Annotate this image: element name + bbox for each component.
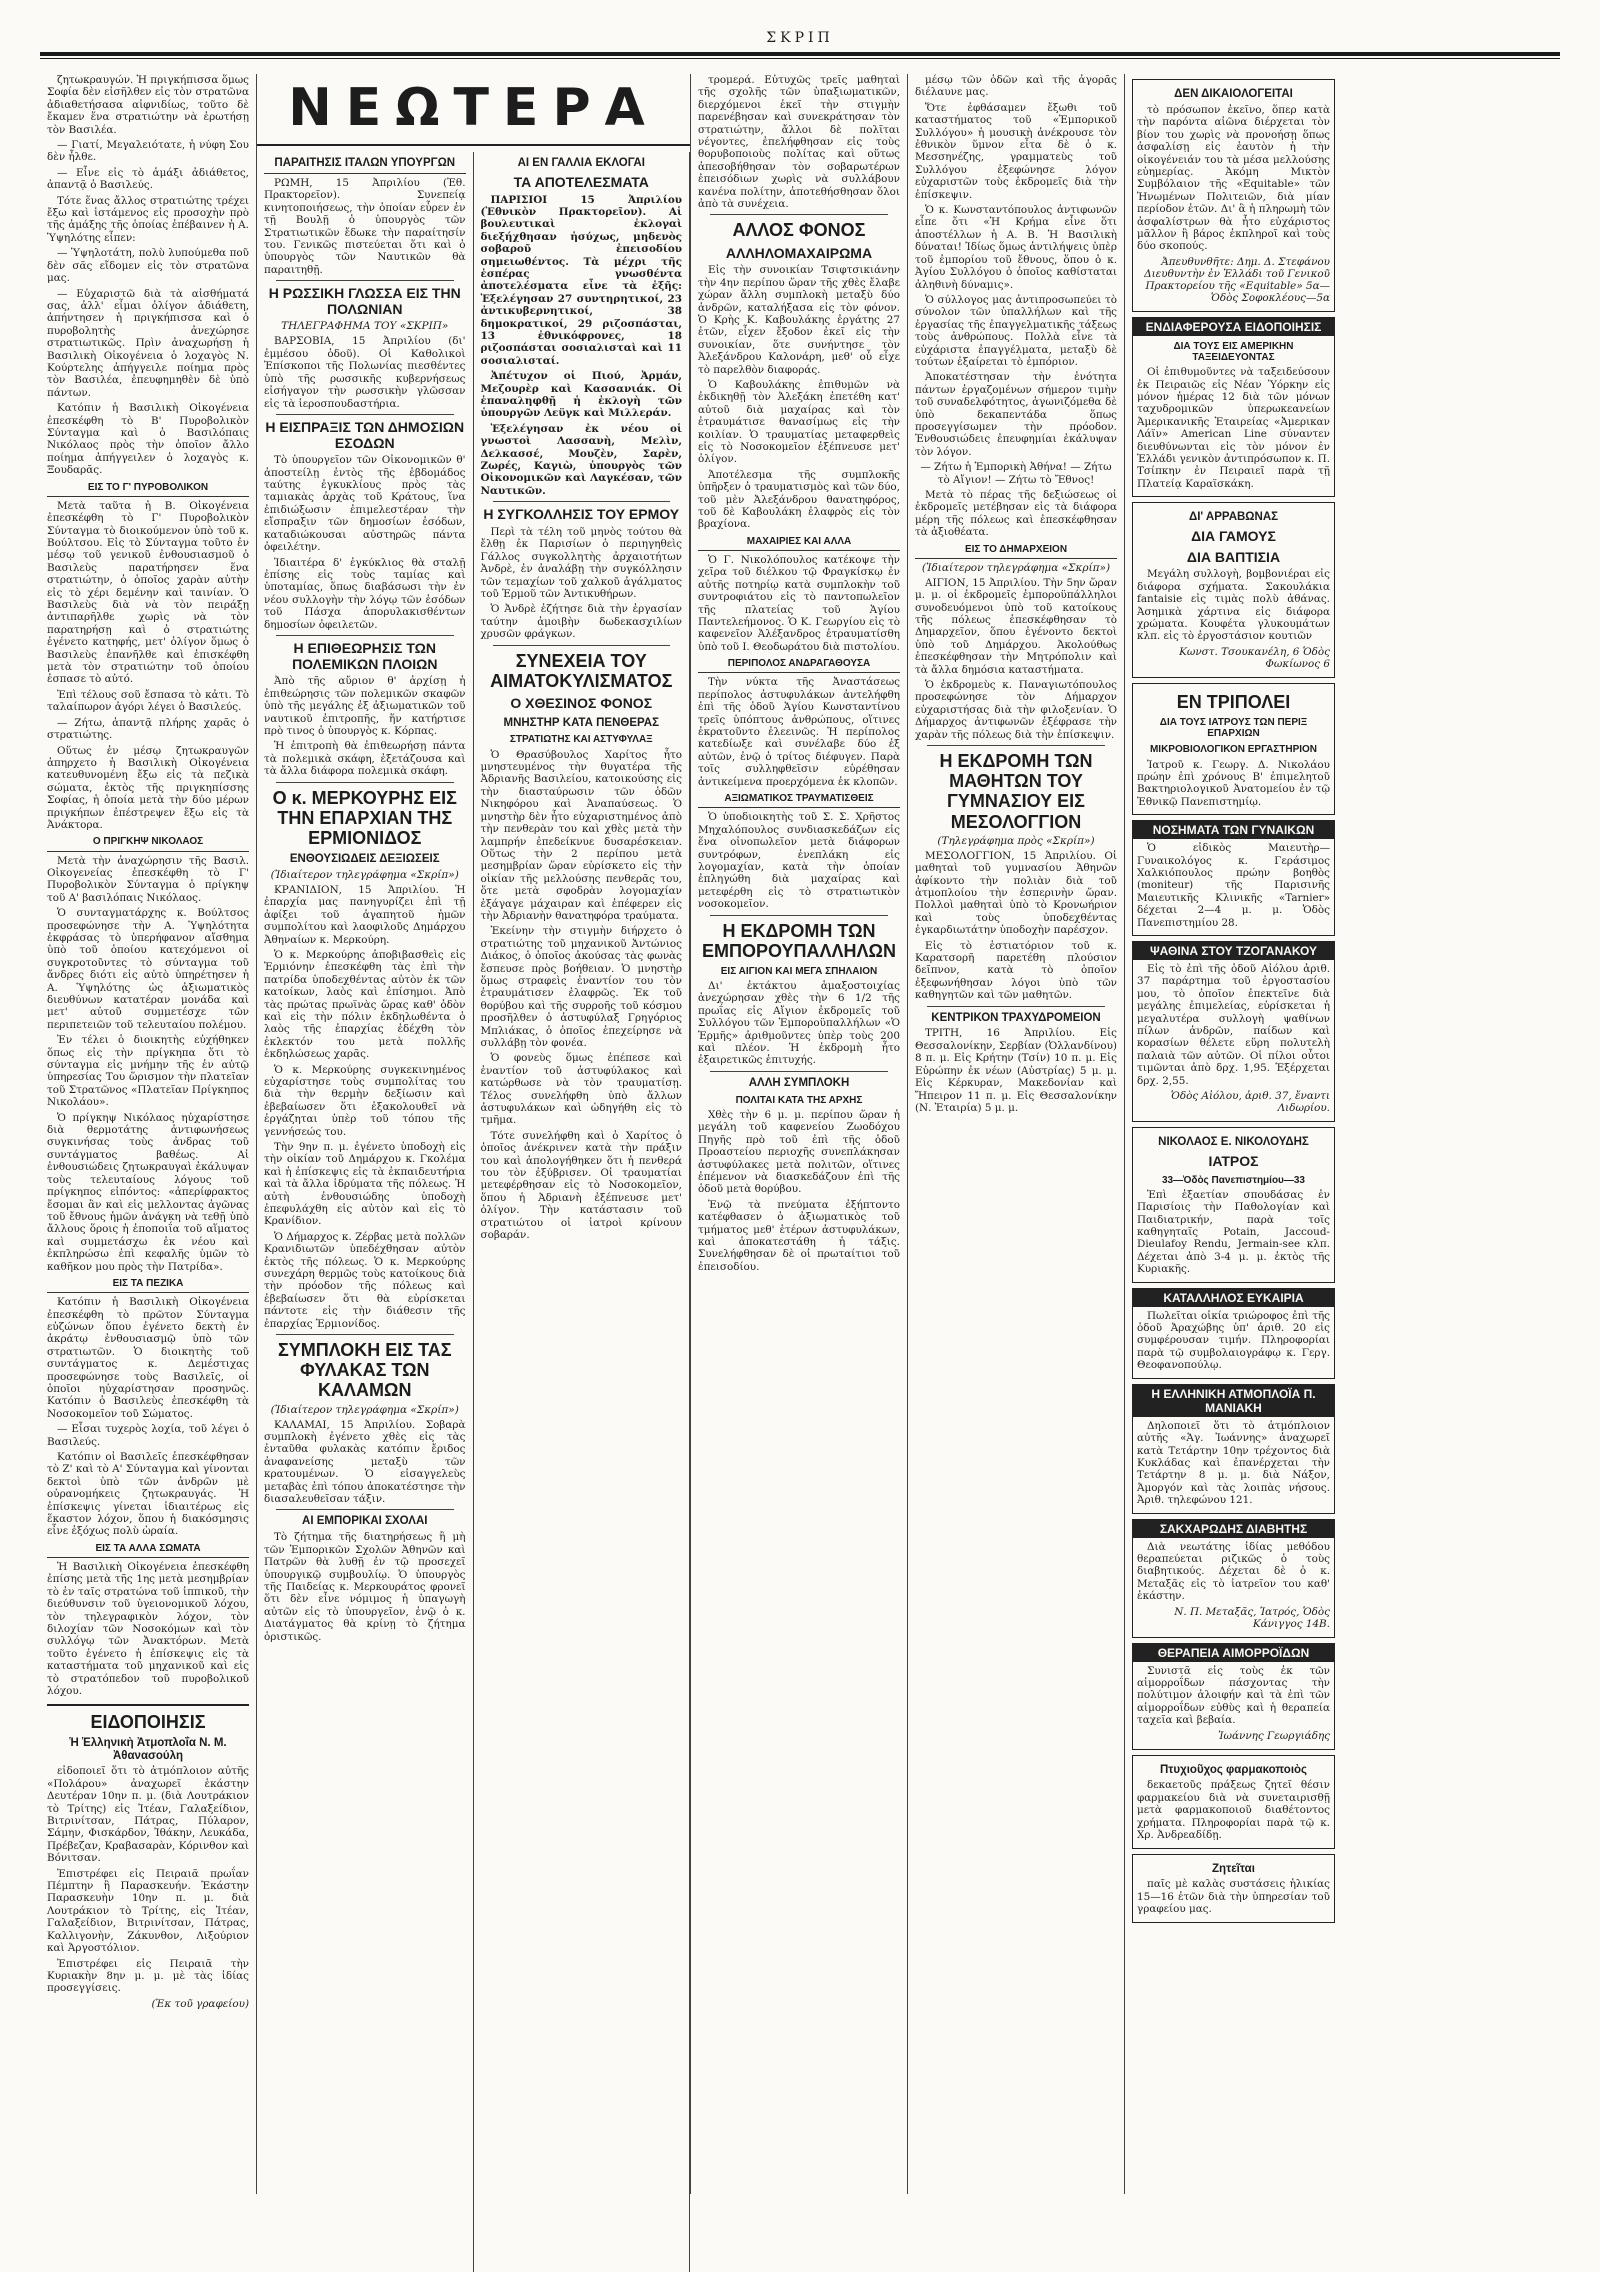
section-heading: ΜΑΧΑΙΡΙΕΣ ΚΑΙ ΑΛΛΑ	[698, 536, 900, 551]
paragraph: Κατόπιν οἱ Βασιλεῖς ἐπεσκέφθησαν τὸ Ζ' καὶ τὸ Α' Σύνταγμα καὶ γίνονται δεκτοὶ ὑπὸ τῶν ἀνδρῶν μὲ οὐρανομήκεις ζητωκραυγάς. Ἡ ἐπίσκεψις γίνεται ἰδιαιτέρως εἰς ἕκαστον λόχον, ὅπου ἡ διακόσμησις εἶνε ἐξόχως πολὺ ὡραία.	[47, 1451, 249, 1538]
paragraph: Οὕτως ἐν μέσῳ ζητωκραυγῶν ἀπηρχετο ἡ Βασιλικὴ Οἰκογένεια κατευθυνομένη ἔξω εἰς τὰ πεζικὰ σώματα, ἐκτὸς τῆς πριγκηπίσσης Σοφίας, ἡ ὁποία μετὰ τὴν δύο μέρων πριγκήπων ἐπέστρεψεν ἔξω εἰς τὰ Ἀνάκτορα.	[47, 744, 249, 831]
subheadline: ΕΝΘΟΥΣΙΩΔΕΙΣ ΔΕΞΙΩΣΕΙΣ	[289, 853, 440, 865]
headline: ΑΛΛΗ ΣΥΜΠΛΟΚΗ	[748, 1076, 850, 1089]
paragraph: Τὴν νύκτα τῆς Ἀναστάσεως περίπολος ἀστυφυλάκων ἀντελήφθη ἐπὶ τῆς ὁδοῦ Ἁγίου Κωνσταντίνου τρεῖς ὑπόπτους ἀνθρώπους, οἵτινες ἐκρατοῦντο ἐλεεινῶς. Ἡ περίπολος κατεδίωξε καὶ συνέλαβε δύο ἐξ αὐτῶν, ἐνῷ ὁ τρίτος διέφυγεν. Παρὰ τοῖς συλληφθεῖσιν εὑρέθησαν ἀντικείμενα προερχόμενα ἐκ κλοπῶν.	[698, 676, 900, 788]
section-heading: ΑΞΙΩΜΑΤΙΚΟΣ ΤΡΑΥΜΑΤΙΣΘΕΙΣ	[698, 793, 900, 808]
section-heading: ΕΙΣ ΤΑ ΠΕΖΙΚΑ	[47, 1278, 249, 1293]
ad-opportunity	[1132, 1288, 1335, 1379]
ad-heading: ΝΟΣΗΜΑΤΑ ΤΩΝ ΓΥΝΑΙΚΩΝ	[1133, 821, 1334, 839]
divider	[276, 782, 454, 783]
ad-signature: Ἰωάννης Γεωργιάδης	[1218, 1729, 1330, 1742]
ad-heading: ΣΑΚΧΑΡΩΔΗΣ ΔΙΑΒΗΤΗΣ	[1133, 1520, 1334, 1538]
ad-equitable	[1132, 79, 1335, 312]
divider	[276, 1334, 454, 1335]
headline: Ο κ. ΜΕΡΚΟΥΡΗΣ ΕΙΣ ΤΗΝ ΕΠΑΡΧΙΑΝ ΤΗΣ ΕΡΜΙΟΝΙΔΟΣ	[272, 787, 457, 848]
paragraph: ΚΡΑΝΙΔΙΟΝ, 15 Ἀπριλίου. Ἡ ἐπαρχία μας πανηγυρίζει ἐπὶ τῇ ἀφίξει τοῦ ἀγαπητοῦ ἡμῶν συμπολίτου καὶ λαοφιλοῦς Δημάρχου Ἀθηναίων κ. Μερκούρη.	[264, 883, 466, 946]
paragraph: Ἐπὶ τέλους σοῦ ἔσπασα τὸ κἀτι. Τὸ ταλαίπωρον ἀγόρι λέγει ὁ Βασιλεύς.	[47, 688, 249, 714]
ad-text: Μεγάλη συλλογὴ, βομβονιέραι εἰς διάφορα σχήματα. Σακουλάκια fantaisie εἰς τιμὰς πολὺ ἀθάνας. Ἀσημικὰ χάρτινα εἰς διάφορα χρώματα. Κουφέτα γλυκουμάτων κλπ. εἰς τὸ ἐργοστάσιον κουτιῶν	[1137, 568, 1330, 643]
paragraph: — Εἶσαι τυχερὸς λοχία, τοῦ λέγει ὁ Βασιλεύς.	[47, 1423, 249, 1448]
ad-text: δεκαετοῦς πράξεως ζητεῖ θέσιν φαρμακείου διὰ νὰ συνεταιρισθῇ μετὰ φαρμακοποιοῦ διαθέτοντος χρήματα. Πληροφορίαι παρὰ τῷ κ. Χρ. Ἀνδρεαδίδῃ.	[1137, 1779, 1330, 1842]
ad-text: Πωλεῖται οἰκία τριώροφος ἐπὶ τῆς ὁδοῦ Ἀραχώβης ὑπ' ἀριθ. 20 εἰς συμφέρουσαν τιμήν. Πληροφορίαι παρὰ τῷ συμβολαιογράφῳ κ. Γεργ. Θεοφανοπούλῳ.	[1137, 1309, 1330, 1372]
ad-signature: Ἀπευθυνθῆτε: Δημ. Δ. Στεφάνου Διευθυντὴν ἐν Ἑλλάδι τοῦ Γενικοῦ Πρακτορείου τῆς «Equitable» 5α—Ὁδὸς Σοφοκλέους—5α	[1144, 255, 1330, 304]
paragraph: Ὁ Καβουλάκης ἐπιθυμῶν νὰ ἐκδικηθῇ τὸν Ἀλεξάκη ἐπετέθη κατ' αὐτοῦ διὰ μαχαίρας καὶ τὸν ἐτραυμάτισε θανασίμως εἰς τὴν κοιλίαν. Ὁ τραυματίας μεταφερθεὶς εἰς τὸ Νοσοκομεῖον ἐξέπνευσε μετ' ὀλίγον.	[698, 378, 900, 466]
paragraph: Τὸ ζήτημα τῆς διατηρήσεως ἢ μὴ τῶν Ἐμπορικῶν Σχολῶν Ἀθηνῶν καὶ Πατρῶν θὰ λυθῇ ἐν τῷ προσεχεῖ ὑπουργικῷ συμβουλίῳ. Ὁ ὑπουργὸς τῆς Παιδείας κ. Μερκουράτος φρονεῖ ὅτι δὲν εἶνε νόμιμος ἡ ὑπαγωγὴ αὐτῶν εἰς τὸ ὑπουργεῖον, ἐνῷ ὁ κ. Διατάγματος θὰ κρίνῃ τὸ ζήτημα ὁριστικῶς.	[264, 1531, 466, 1643]
paragraph: — Ζήτω, ἀπαντᾷ πλήρης χαρᾶς ὁ στρατιώτης.	[47, 716, 249, 742]
paragraph: Τότε συνελήφθη καὶ ὁ Χαρίτος ὁ ὁποῖος ἀνέκρινεν κατὰ τὴν πράξιν του καὶ ἀπολογήθηκεν ὅτι ἡ πενθερά του τὸν ἐξύβρισεν. Οἱ τραυματίαι μετεφέρθησαν εἰς τὸ Νοσοκομεῖον, ὅπου ἡ Ἀδριανὴ ἐξέπνευσε μετ' ὀλίγον. Τὴν κατάστασιν τοῦ στρατιώτου οἱ ἰατροὶ κρίνουν σοβαράν.	[480, 1129, 682, 1242]
paragraph: Ἐξελέγησαν ἐκ νέου οἱ γνωστοὶ Λασσανὴ, Μελὶν, Δελκασσέ, Μουζὲν, Σαρὲν, Ζωρές, Καγιὼ, ὑπουργὸς τῶν Οἰκονομικῶν καὶ Λαγκέσαν, τῶν Ναυτικῶν.	[480, 422, 682, 497]
ad-gynecology	[1132, 820, 1335, 936]
divider	[927, 745, 1105, 746]
ad-text: Ὁ εἰδικὸς Μαιευτὴρ—Γυναικολόγος κ. Γεράσιμος Χαλκιόπουλος πρώην βοηθὸς (moniteur) τῆς Παρισινῆς Μαιευτικῆς Κλινικῆς «Tarnier» δέχεται 2—4 μ. μ. Ὁδὸς Πανεπιστημίου 28.	[1137, 842, 1330, 929]
paragraph: Ὁ πρίγκηψ Νικόλαος ηὐχαρίστησε διὰ θερμοτάτης ἀντιφωνήσεως συγκινήσας τοὺς ἀνδρας τοῦ συντάγματος βαθέως. Αἱ ἐνθουσιώδεις ζητωκραυγαὶ ἐκάλυψαν τοὺς τελευταίους λόγους τοῦ πρίγκηπος εἰπόντος: «ἀπερίφρακτος ἔσομαι ἂν καὶ εἰς μελλοντας ἀγῶνας τοῦ ἔθνους ἡμῶν ἀνάγκη νὰ τεθῇ ὑπὸ ἄλλους ὅροις ἡ ἐποποιΐα τοῦ αἵματος καὶ συμμετάσχω ἐκ νέου καὶ ἐκπληρώσω ἐπὶ κεφαλῆς ὑμῶν τὸ καθῆκον μου πρὸς τὴν Πατρίδα».	[47, 1111, 249, 1273]
ad-signature: Ν. Π. Μεταξᾶς, Ἰατρός, Ὁδὸς Κάνιγγος 14Β.	[1174, 1605, 1330, 1630]
subheadline: ΣΤΡΑΤΙΩΤΗΣ ΚΑΙ ΑΣΤΥΦΥΛΑΞ	[509, 734, 653, 746]
section-heading: ΠΕΡΙΠΟΛΟΣ ΑΝΔΡΑΓΑΘΟΥΣΑ	[698, 658, 900, 673]
paragraph: Εἰς τὸ ἑστιατόριον τοῦ κ. Καρατσορῆ παρετέθη πλούσιον δεῖπνον, κατὰ τὸ ὁποῖον ἐξεφωνήθησαν λόγοι ὑπὸ τῶν καθηγητῶν καὶ τῶν μαθητῶν.	[915, 939, 1117, 1002]
paragraph: μέσῳ τῶν ὁδῶν καὶ τῆς ἀγορᾶς διέλαυνε μας.	[915, 74, 1117, 99]
divider	[276, 635, 454, 636]
ad-heading: ΝΙΚΟΛΑΟΣ Ε. ΝΙΚΟΛΟΥΔΗΣ	[1158, 1136, 1309, 1149]
telegram-note: (Ἰδιαίτερον τηλεγράφημα «Σκρίπ»)	[921, 561, 1111, 574]
ad-pharmacist	[1132, 1755, 1335, 1849]
ad-text: Συνιστᾶ εἰς τοὺς ἐκ τῶν αἱμορροΐδων πάσχοντας τὴν πολύτιμον ἀλοιφήν καὶ τὰ ἐπὶ τῶν αἱμορροΐδων εὐθὺς καὶ ἡ θεραπεία ταχεῖα καὶ βεβαία.	[1137, 1664, 1330, 1727]
ad-subheading: ΔΙΑ ΒΑΠΤΙΣΙΑ	[1186, 548, 1281, 565]
ad-straw-hats	[1132, 941, 1335, 1122]
newspaper-page	[40, 74, 1560, 2194]
paragraph: Περὶ τὰ τέλη τοῦ μηνὸς τούτου θὰ ἔλθῃ ἐκ Παρισίων ὁ περιηγηθεὶς Γάλλος συγκολλητὴς ἀρχαιοτήτων Ἀνδρὲ, ἐν ἀναλάβῃ τὴν συγκόλλησιν τῶν τεμαχίων τοῦ χαλκοῦ ἀγάλματος τοῦ Ἑρμοῦ τῶν Ἀντικυθήρων.	[480, 525, 682, 600]
ad-subheading: ΔΙΑ ΤΟΥΣ ΙΑΤΡΟΥΣ ΤΩΝ ΠΕΡΙΞ ΕΠΑΡΧΙΩΝ	[1159, 717, 1308, 740]
paragraph: Ἐνῷ τὰ πνεύματα ἐξήπτοντο κατέφθασεν ὁ ἀξιωματικὸς τοῦ τμήματος μεθ' ἑτέρων ἀστυφυλάκων, καὶ ἀποκατεστάθη ἡ τάξις. Συνελήφθησαν δὲ οἱ πρωταίτιοι τοῦ ἐπεισοδίου.	[698, 1198, 900, 1273]
paragraph: Εἰς τὴν συνοικίαν Τσιφτσικιάνην τὴν 4ην περίπου ὥραν τῆς χθὲς ἔλαβε χώραν ἄλλη συμπλοκὴ μεταξὺ δύο ἀνδρῶν, καταλήξασα εἰς τὸν φόνον. Ὁ Κρὴς Κ. Καβουλάκης ἐργάτης 27 ἐτῶν, εἶχεν ἔξοδον ἐκεῖ εἰς τὴν συνοικίαν, ὅτε συνήντησε τὸν Ἀλεξάνδρου Καλονάρη, μεθ' οὗ εἶχε τὸ παρελθὸν διαφοράς.	[698, 264, 900, 376]
telegram-note: (Ἰδιαίτερον τηλεγράφημα «Σκρίπ»)	[270, 868, 459, 881]
section-heading: Ο ΠΡΙΓΚΗΨ ΝΙΚΟΛΑΟΣ	[47, 836, 249, 851]
subheadline: Ο ΧΘΕΣΙΝΟΣ ΦΟΝΟΣ	[510, 694, 653, 711]
headline: Η ΕΙΣΠΡΑΞΙΣ ΤΩΝ ΔΗΜΟΣΙΩΝ ΕΣΟΔΩΝ	[265, 418, 465, 451]
column-1	[40, 74, 257, 2194]
section-heading: ΕΙΣ ΤΟ ΔΗΜΑΡΧΕΙΟΝ	[915, 544, 1117, 559]
ad-heading: ΚΑΤΑΛΛΗΛΟΣ ΕΥΚΑΙΡΙΑ	[1133, 1289, 1334, 1307]
paragraph: Ἐπιστρέφει εἰς Πειραιᾶ τὴν Κυριακὴν 8ην μ. μ. μὲ τὰς ἰδίας προσεγγίσεις.	[47, 1957, 249, 1995]
ad-text: Ἐπὶ ἐξαετίαν σπουδάσας ἐν Παρισίοις τὴν Παθολογίαν καὶ Παιδιατρικήν, παρὰ τοῖς καθηγηταῖς Potain, Jaccoud-Dieulafoy Rendu, Jermain-see κλπ. Δέχεται ἀπὸ 3-4 μ. μ. ἐκτὸς τῆς Κυριακῆς.	[1137, 1188, 1330, 1276]
paragraph: Ἀποκατέστησαν τὴν ἑνότητα πάντων ἐργαζομένων σήμερον τιμὴν τοῦ συναδελφότητος, ἀγωνιζόμεθα δὲ ὑπὸ δεκαπεντάδα ὅπως προσεγγίσωμεν τὴν πρόοδον. Ἐνθουσιώδεις ἐπευφημίαι ἐκάλυψαν τὸν λόγον.	[915, 371, 1117, 458]
headline: Η ΡΩΣΣΙΚΗ ΓΛΩΣΣΑ ΕΙΣ ΤΗΝ ΠΟΛΩΝΙΑΝ	[268, 285, 461, 317]
paragraph: Ὁ φονεὺς ὅμως ἐπέπεσε καὶ ἐναντίον τοῦ ἀστυφύλακος καὶ κατώρθωσε νὰ τὸν τραυματίσῃ. Τέλος συνελήφθη ὑπὸ ἄλλων ἀστυφυλάκων καὶ ὡδηγήθη εἰς τὸ τμῆμα.	[480, 1052, 682, 1127]
ad-heading: Η ΕΛΛΗΝΙΚΗ ΑΤΜΟΠΛΟΪΑ Π. ΜΑΝΙΑΚΗ	[1133, 1385, 1334, 1417]
top-rule-thin	[40, 58, 1560, 59]
ad-heading: Πτυχιοῦχος φαρμακοποιὸς	[1159, 1763, 1308, 1776]
ad-heading: ΨΑΘΙΝΑ ΣΤΟΥ ΤΖΟΓΑΝΑΚΟΥ	[1133, 942, 1334, 960]
paragraph: Τὸ ὑπουργεῖον τῶν Οἰκονομικῶν θ' ἀποστείλῃ ἐντὸς τῆς ἑβδομάδος ταύτης ἐγκυκλίους πρὸς τὰς ταμιακὰς ἀρχὰς τοῦ Κράτους, ἵνα ἐπιδιώξωσιν ἐπιμελεστέραν τὴν εἴσπραξιν τῶν δημοσίων ἐσόδων, καταδιώκουσαι αὐστηρῶς πάντα ὀφειλέτην.	[264, 454, 466, 554]
paragraph: Ἰδιαιτέρα δ' ἐγκύκλιος θὰ σταλῇ ἐπίσης εἰς τοὺς ταμίας καὶ ὑποταμίας, ὅπως διαβάσωσι τὴν ἐν νέου συλλογὴν τὴν λόγῳ τῶν ἐσόδων τοῦ Πάσχα ἀπορυλακισθέντων δημοσίων ὀφειλετῶν.	[264, 556, 466, 631]
subheadline: ΤΗΛΕΓΡΑΦΗΜΑ ΤΟΥ «ΣΚΡΙΠ»	[281, 320, 449, 333]
subheadline: ΜΝΗΣΤΗΡ ΚΑΤΑ ΠΕΝΘΕΡΑΣ	[503, 716, 660, 729]
paragraph: Ὁ Θρασύβουλος Χαρίτος ἦτο μνηστευμένος τὴν θυγατέρα τῆς Ἀδριανῆς Βασιλείου, κατοικούσης εἰς τὴν διασταύρωσιν τῶν ὁδῶν Νικηφόρου καὶ Ἀναπαύσεως. Ὁ μνηστὴρ δὲν ἦτο εὐχαριστημένος ἀπὸ τὴν πενθερὰν του καὶ χθὲς μετὰ τὴν λαμπρήν ἐπεδείκνυε δυσαρέσκειαν. Οὕτως τὴν 2 περίπου μετὰ μεσημβρίαν ὥραν εὑρίσκετο εἰς τὴν οἰκίαν τῆς μελλούσης πενθερᾶς του, ὅτε μετὰ σφοδρὰν λογομαχίαν ἐξάγαγε μάχαιραν καὶ ἐπέφερεν εἰς τὴν Ἀδριανὴν θανατηφόρα τραύματα.	[480, 748, 682, 922]
ad-text: Διὰ νεωτάτης ἰδίας μεθόδου θεραπεύεται ριζικῶς ὁ τοὺς διαβητικούς. Δέχεται δὲ ὁ κ. Μεταξᾶς εἰς τὸ ἰατρεῖον του καθ' ἑκάστην.	[1137, 1540, 1330, 1603]
ad-bonbonnieres	[1132, 502, 1335, 678]
ad-text: Ἰατροῦ κ. Γεωργ. Δ. Νικολάου πρώην ἐπὶ χρόνους Β' ἐπιμελητοῦ Βακτηριολογικοῦ Ἀνατομείου ἐν τῷ Ἐθνικῷ Πανεπιστημίῳ.	[1137, 758, 1330, 808]
headline: Η ΕΚΔΡΟΜΗ ΤΩΝ ΕΜΠΟΡΟΥΠΑΛΛΗΛΩΝ	[702, 920, 896, 961]
ad-signature: Ὁδὸς Αἰόλου, ἀριθ. 37, ἔναντι Λιδωρίου.	[1170, 1090, 1330, 1115]
paragraph: Ἐπιστρέφει εἰς Πειραιᾶ πρωΐαν Πέμπτην ἢ Παρασκευήν. Ἐκάστην Παρασκευὴν 10ην π. μ. διὰ Λουτράκιον τὸ Τρίτης, εἰς Ἰτέαν, Γαλαξείδιον, Βιτρινίτσαν, Πάτρας, Καλλιγονὴν, Ζάκυνθον, Λιξούριον καὶ Ἀργοστόλιον.	[47, 1867, 249, 1955]
paragraph: Ὁ Ἀνδρὲ ἐζήτησε διὰ τὴν ἐργασίαν ταύτην ἀμοιβὴν δωδεκασχιλίων χρυσῶν φράγκων.	[480, 603, 682, 641]
ad-subheading: ΔΙΑ ΓΑΜΟΥΣ	[1191, 528, 1276, 545]
headline: ΑΙ ΕΝ ΓΑΛΛΙΑ ΕΚΛΟΓΑΙ	[517, 157, 645, 169]
ad-heading: ΔΙ' ΑΡΡΑΒΩΝΑΣ	[1188, 511, 1279, 524]
divider	[493, 501, 671, 502]
paragraph: Ἀπὸ τῆς αὔριον θ' ἀρχίσῃ ἡ ἐπιθεώρησις τῶν πολεμικῶν σκαφῶν ὑπὸ τῆς μεγάλης ἐξ ἀξιωματικῶν τοῦ ναυτικοῦ ἐπιτροπῆς, ἥν κατήρτισε πρὸ τινος ὁ ὑπουργὸς κ. Κόρπας.	[264, 675, 466, 737]
paragraph: ΤΡΙΤΗ, 16 Ἀπριλίου. Εἰς Θεσσαλονίκην, Σερβίαν (Ὀλλανδίνου) 8 π. μ. Εἰς Κρήτην (Τσίν) 10 π. μ. Εἰς Εὐρώπην ἐκ νέων (Αὐστρίας) 5 μ. μ. Εἰς Κέρκυραν, Μακεδονίαν καὶ Ἤπειρον 11 π. μ. Εἰς Θεσσαλονίκην (Ν. Ἑταιρία) 5 μ. μ.	[915, 1027, 1117, 1114]
ad-text: Εἰς τὸ ἐπὶ τῆς ὁδοῦ Αἰόλου ἀριθ. 37 παράρτημα τοῦ ἐργοστασίου μου, τὸ ὁποῖον ἐπεκτεῖνε διὰ μεγάλης ἐπιμελείας, εὑρίσκεται ἡ μεγαλυτέρα συλλογὴ ψαθίνων πίλων ἀνδρῶν, παίδων καὶ κορασίων θέλετε εὕρη πολυτελὴ παλαιὰ τῶν αὐτῶν. Οἱ πίλοι οὗτοι τιμῶνται ἀπὸ δρχ. 1,95. Ἐξέρχεται δρχ. 2,55.	[1137, 963, 1330, 1087]
paragraph: Δι' ἐκτάκτου ἁμαξοστοιχίας ἀνεχώρησαν χθὲς τὴν 6 1/2 τῆς πρωΐας εἰς Αἴγιον ἐκδρομεῖς τοῦ Συλλόγου τῶν Ἐμποροϋπαλλήλων «Ὁ Ἑρμῆς» ἀριθμοῦντες ὑπὲρ τοὺς 200 καὶ πλέον. Ἡ ἐκδρομὴ ἦτο ἐξαιρετικῶς ἐπιτυχής.	[698, 980, 900, 1067]
paragraph: — Ζήτω ἡ Ἐμπορικὴ Ἀθήνα! — Ζήτω τὸ Αἴγιον! — Ζήτω τὸ Ἔθνος!	[920, 461, 1112, 486]
column-3	[474, 152, 691, 2272]
paragraph: Κατόπιν ἡ Βασιλικὴ Οἰκογένεια ἐπεσκέφθη τὸ Β' Πυροβολικὸν Σύνταγμα καὶ ὁ Βασιλόπαις Νικόλαος πρὸς τὴν ὁποῖον ἄλλο ποίημα ἀπήγγειλεν ὁ λοχαγὸς κ. Ξουδαρᾶς.	[47, 402, 249, 477]
subheadline: ΤΑ ΑΠΟΤΕΛΕΣΜΑΤΑ	[513, 173, 649, 190]
divider	[276, 414, 454, 415]
paragraph: Ὁ συνταγματάρχης κ. Βούλτσος προσεφώνησε τὴν Α. Ὑψηλότητα ἐκφράσας τὸ ὑπερήφανον αἴσθημα ὑπὸ τοῦ ὁποίου κατεχόμενοι οἱ συγκροτοῦντες τὸ σύνταγμα τοῦ ἄνδρες διότι εἰς αὐτὸ ὑπηρέτησεν ἡ Α. Ὑψηλότης ὡς ἀξιωματικὸς διευθύνων κατατέραν μονάδα καὶ μετ' αὐτοῦ συμμετέσχε τῶν περιπετειῶν τοῦ τελευταίου πολέμου.	[47, 907, 249, 1031]
paragraph: Χθὲς τὴν 6 μ. μ. περίπου ὥραν ἡ μεγάλη τοῦ καφενείου Ζωοδόχου Πηγῆς πρὸ τοῦ ἐπὶ τῆς ὁδοῦ Προαστείου περιοχῆς συνεπλάκησαν ἀστυφύλακες μετὰ πολιτῶν, οἵτινες ἐπέμενον νὰ διασκεδάζουν ἐπὶ τῆς ὁδοῦ μετὰ θορύβου.	[698, 1108, 900, 1196]
telegram-note: (Ἰδιαίτερον τηλεγράφημα «Σκρίπ»)	[270, 1403, 459, 1416]
divider	[276, 280, 454, 281]
headline: ΣΥΝΕΧΕΙΑ ΤΟΥ ΑΙΜΑΤΟΚΥΛΙΣΜΑΤΟΣ	[490, 650, 673, 691]
subheadline: ΠΟΛΙΤΑΙ ΚΑΤΑ ΤΗΣ ΑΡΧΗΣ	[735, 1094, 863, 1106]
paragraph: ΑΙΓΙΟΝ, 15 Ἀπριλίου. Τὴν 5ην ὥραν μ. μ. οἱ ἐκδρομεῖς ἐμποροϋπάλληλοι συνοδευόμενοι ὑπὸ τοῦ κατοίκους τῆς πόλεως ἐπεσκέφθησαν τὸ Δημαρχεῖον, ὅπου ἐγένοντο δεκτοὶ ὑπὸ τοῦ Δημάρχου. Ἀκολούθως ἐπεσκέφθησαν τὴν Μητρόπολιν καὶ τὰ ἄλλα δημόσια καταστήματα.	[915, 576, 1117, 676]
paragraph: — Γιατί, Μεγαλειότατε, ἡ νύφη Σου δὲν ἦλθε.	[47, 139, 249, 164]
paragraph: Ἀποτέλεσμα τῆς συμπλοκῆς ὑπῆρξεν ὁ τραυματισμὸς καὶ τῶν δύο, τοῦ μὲν Ἀλεξάνδρου θανατηφόρος, τοῦ δὲ Καβουλάκη ἐλαφρὸς εἰς τὸν βραχίονα.	[698, 468, 900, 531]
paragraph: ΡΩΜΗ, 15 Ἀπριλίου (Ἐθ. Πρακτορεῖον). Συνεπείᾳ κινητοποιήσεως, τὴν ὁποίαν εὗρεν ἐν τῇ Βουλῇ ὁ ὑπουργὸς τῶν Στρατιωτικῶν ἔδωκε τὴν παραίτησίν του. Γενικῶς πιστεύεται ὅτι καὶ ὁ ὑπουργὸς τῶν Ναυτικῶν θὰ παραιτηθῇ.	[264, 176, 466, 276]
ad-heading: ΘΕΡΑΠΕΙΑ ΑΙΜΟΡΡΟΪΔΩΝ	[1133, 1644, 1334, 1662]
section-heading: ΕΙΣ ΤΟ Γ' ΠΥΡΟΒΟΛΙΚΟΝ	[47, 482, 249, 497]
notice-heading: ΕΙΔΟΠΟΙΗΣΙΣ	[90, 1711, 206, 1732]
headline: ΣΥΜΠΛΟΚΗ ΕΙΣ ΤΑΣ ΦΥΛΑΚΑΣ ΤΩΝ ΚΑΛΑΜΩΝ	[277, 1340, 452, 1401]
ad-text: τὸ πρόσωπον ἐκεῖνο, ὅπερ κατὰ τὴν παρόντα αἰῶνα διέρχεται τὸν βίον του χωρὶς νὰ προνοήσῃ ὅπως ἀσφαλίσῃ εἰς ἑαυτὸν ἡ τὴν οἰκογένειάν του τὰ μέσα μελλούσης εὐημερίας. Ἀκόμη Μικτὸν Συμβόλαιον τῆς «Equitable» τῶν Ἡνωμένων Πολιτειῶν, διὰ μίαν περίοδον ἐτῶν. Δι' ἃ ἡ πληρωμὴ τῶν ἀσφαλίστρων θὰ ἦτο εὐχάριστος μᾶλλον ἢ βάρος ἐκπληροῖ καὶ τοὺς δύο σκοπούς.	[1137, 103, 1330, 253]
headline: Η ΕΚΔΡΟΜΗ ΤΩΝ ΜΑΘΗΤΩΝ ΤΟΥ ΓΥΜΝΑΣΙΟΥ ΕΙΣ ΜΕΣΟΛΟΓΓΙΟΝ	[939, 751, 1093, 832]
column-5	[908, 74, 1125, 2194]
paragraph: Ὁ Γ. Νικολόπουλος κατέκοψε τὴν χεῖρα τοῦ διέλκου τῷ Φραγκίσκῳ ἐν αὐτῆς ποτηρίῳ κατὰ συμπλοκὴν τοῦ συντροφιάτου εἰς τὸ παντοπωλεῖον τῆς πλατείας τοῦ Ἁγίου Παντελεήμονος. Ὁ Κ. Γεωργίου εἰς τὸ καφενεῖον Ἀλέξανδρος ἐτραυματίσθη ὑπὸ τοῦ Ι. Θεοδωράτου διὰ πιστολίου.	[698, 554, 900, 653]
paragraph: ΜΕΣΟΛΟΓΓΙΟΝ, 15 Ἀπριλίου. Οἱ μαθηταὶ τοῦ γυμνασίου Ἀθηνῶν ἀφίκοντο τὴν πολιὰν διὰ τοῦ ἀτμοπλοίου τὴν ἐσπερινὴν ὥραν. Πολλοὶ μαθηταὶ ὑπὸ τὸ Κρονωήριον καὶ τοὺς ὑποδεχθέντας ἐγκαρδιωτάτην ὑποδοχὴν παρέσχον.	[915, 849, 1117, 937]
ad-doctor-nikoloudis	[1132, 1127, 1335, 1283]
paragraph: Ὁ κ. Κωνσταντόπουλος ἀντιφωνῶν εἶπε ὅτι «Ἡ Κρήμα εἶνε ὅτι ἀποστέλλων ἡ Α. Β. Ἡ Βασιλικὴ δύναται! Ἰδίως ὅμως ἀντιλήψεις ὑπὲρ τοῦ ἐμπορίου τοῦ ἔθνους, ὅπου ὁ κ. Ἀγίου Συλλόγου ὁ ὁποῖος καθίσταται ἀληθινὴ δύναμις».	[915, 204, 1117, 291]
paragraph: Ὁ Δήμαρχος κ. Ζέρβας μετὰ πολλῶν Κρανιδιωτῶν ὑπεδέχθησαν αὐτὸν ἐκτὸς τῆς πόλεως. Ὁ κ. Μερκούρης συνεχάρη θερμῶς τοὺς κατοίκους διὰ τὴν πρόοδον τῆς πόλεως καὶ ἐβεβαίωσεν ὅτι θὰ εὑρίσκεται πάντοτε εἰς τὴν διάθεσιν τῆς ἐπαρχίας Ἑρμιονίδος.	[264, 1230, 466, 1330]
paragraph: Ὁ σύλλογος μας ἀντιπροσωπεύει τὸ σύνολον τῶν ὑπαλλήλων καὶ τῆς ἐργασίας τῆς ἐπαγγελματικῆς τάξεως τοὺς ἀνθρώπους. Πολλὰ εἶνε τὰ εὐχάριστα ἐπαγγέλματα, μεταξὺ δὲ τούτων ἐξαίρεται τὸ ἐμπόριον.	[915, 293, 1117, 368]
ad-american-line	[1132, 317, 1335, 497]
divider	[493, 645, 671, 646]
paragraph: τρομερά. Εὐτυχῶς τρεῖς μαθηταὶ τῆς σχολῆς τῶν ὑπαξιωματικῶν, διερχόμενοι ἐκεῖ τὴν στιγμὴν παρενέβησαν καὶ συνεκράτησαν τὸν στρατιώτην, ἄλλοι δὲ πολῖται νέγοντες, ἐπελήφθησαν εἰς τοὺς θορυβοποιοὺς πολίτας καὶ οὕτως ἀπεσοβήθησαν τὸν σοβαρωτέρων ἐπεισόδιων χωρὶς νὰ συλλάβουν κανένα πολίτην, ἀποτεθήσθησαν ὅλοι ἀπὸ τὰ συνέχεια.	[698, 74, 900, 211]
news-columns	[257, 152, 690, 2272]
ad-maniakis-shipping	[1132, 1384, 1335, 1514]
masthead: ΝΕΩΤΕΡΑ	[257, 74, 690, 146]
divider	[710, 915, 888, 916]
paragraph: Ἐν τέλει ὁ διοικητὴς εὐχήθηκεν ὅπως εἰς τὴν πρίγκηπα ὅτι τὸ σύνταγμα εἰς μνήμην τῆς ἐν αὐτῷ ὑπηρεσίας Του ὥρισμον τὴν πλατεῖαν τοῦ Στρατῶνος «Πλατεῖαν Πρίγκηπος Νικολάου».	[47, 1034, 249, 1109]
paragraph: Μετὰ ταῦτα ἡ Β. Οἰκογένεια ἐπεσκέφθη τὸ Γ' Πυροβολικὸν Σύνταγμα τὸ διοικούμενον ὑπὸ τοῦ κ. Βούλτσου. Εἰς τὸ Σύνταγμα τοῦτο ἐν μέσῳ τοῦ γενικοῦ ἐνθουσιασμοῦ ὁ Βασιλεὺς παρατήρησεν ἕνα στρατιώτην, ὁ ὁποῖος χαρὰν αὐτὴν εἰς τὸ χέρι δεμένην καὶ ταινίαν. Ὁ Βασιλεὺς διὰ νὰ τὸν πειράξῃ ἀντιπαρῆλθε χωρὶς νὰ τὸν παρατηρήσῃ καὶ ὁ στρατιώτης ἐγένετο κατηφής, μετ' ὀλίγον ὅμως ὁ Βασιλεὺς ἐπανῆλθε καὶ ἐπισκέφθη μετὰ τὸν στρατιώτην τοῦ ὁποίου ἐσπασε τὸ αὐτό.	[47, 499, 249, 686]
notice-subheading: Ἡ Ἑλληνικὴ Ἀτμοπλοΐα Ν. Μ. Ἀθανασούλη	[69, 1736, 227, 1762]
column-4	[691, 74, 908, 2194]
column-6-ads	[1125, 74, 1342, 2194]
paragraph: Ἡ Βασιλικὴ Οἰκογένεια ἐπεσκέφθη ἐπίσης μετὰ τῆς 1ης μετὰ μεσημβρίαν τὸ ἐν ταῖς στρατώνα τοῦ ἱππικοῦ, τὴν διεύθυνσιν τοῦ ὑγειονομικοῦ λόχου, τὸν τηλεγραφικὸν λόχον, τὸν διλοχίαν τῶν Νοσοκόμων καὶ τὸν συλλόγῳ τῶν Ἀνακτόρων. Μετὰ τοῦτο ἐγένετο ἡ ἐπίσκεψις εἰς τὰ καταστήματα τοῦ μηχανικοῦ καὶ εἰς τὸ στρατόπεδον τοῦ πυροβολικοῦ λόχου.	[47, 1561, 249, 1698]
paragraph: Ὁ ἐκδρομεὺς κ. Παναγιωτόπουλος προσεφώνησε τὸν Δήμαρχον εὐχαριστήσας διὰ τὴν φιλοξενίαν. Ὁ Δήμαρχος ἀντιφωνῶν ἐξέφρασε τὴν χαρὰν τῆς πόλεως διὰ τὴν ἐπίσκεψιν.	[915, 679, 1117, 741]
paragraph: Κατόπιν ἡ Βασιλικὴ Οἰκογένεια ἐπεσκέφθη τὸ πρῶτον Σύνταγμα εὐζώνων ὅπου ἐγένετο δεκτὴ ἐν ἀκράτῳ ἐνθουσιασμῷ ὑπὸ τῶν στρατιωτῶν. Ὁ διοικητὴς τοῦ συντάγματος κ. Δεμέστιχας προσεφώνησε τοὺς Βασιλεῖς, οἱ ὁποῖοι ηὐχαρίστησαν προσηνῶς. Κατόπιν ὁ Βασιλεὺς ἐπεσκέφθη τὰ Νοσοκομεῖον τοῦ Σώματος.	[47, 1296, 249, 1420]
paragraph: Ὁ κ. Μερκούρης συγκεκινημένος εὐχαρίστησε τοὺς συμπολίτας του διὰ τὴν θερμὴν δεξίωσιν καὶ ἐβεβαίωσεν ὅτι ἐξακολουθεῖ νὰ ἐργάζηται ὑπὲρ τοῦ τόπου τῆς γεννήσεώς του.	[264, 1063, 466, 1138]
paragraph: Ὁ ὑποδιοικητὴς τοῦ Σ. Σ. Χρῆστος Μηχαλόπουλος συνδιασκεδάζων εἰς ἕνα οἰνοπωλεῖον μετὰ διάφορων συντρόφων, ἐνεπλάκη εἰς λογομαχίαν, κατὰ τὴν ὁποίαν ἐπληγώθη διὰ μαχαίρας καὶ μετεφέρθη εἰς τὸ στρατιωτικὸν νοσοκομεῖον.	[698, 811, 900, 911]
paragraph: ΚΑΛΑΜΑΙ, 15 Ἀπριλίου. Σοβαρὰ συμπλοκὴ ἐγένετο χθὲς εἰς τὰς ἐνταῦθα φυλακὰς κατόπιν ἔριδος ἀναφανείσης μεταξὺ τῶν κρατουμένων. Ὁ εἰσαγγελεὺς μεταβὰς ἐπὶ τόπου ἀποκατέστησε τὴν διασαλευθεῖσαν τάξιν.	[264, 1418, 466, 1505]
divider	[276, 1509, 454, 1510]
paragraph: ΒΑΡΣΟΒΙΑ, 15 Ἀπριλίου (δι' ἐμμέσου ὁδοῦ). Οἱ Καθολικοὶ Ἐπίσκοποι τῆς Πολωνίας πιεσθέντες ὑπὸ τῆς ρωσσικῆς κυβερνήσεως εἰσήγαγον τὴν ρωσσικὴν γλῶσσαν εἰς τὰ ἱεροσπουδαστήρια.	[264, 335, 466, 410]
top-rule	[40, 52, 1560, 56]
paragraph: Ἡ ἐπιτροπὴ θὰ ἐπιθεωρήσῃ πάντα τὰ πολεμικὰ σκάφη, ἐξετάζουσα καὶ τὰ ἄλλα διάφορα πολεμικὰ σκάφη.	[264, 740, 466, 778]
ad-subheading: ΙΑΤΡΟΣ	[1208, 1152, 1259, 1169]
divider	[710, 214, 888, 215]
signature: (Ἐκ τοῦ γραφείου)	[151, 1997, 249, 2010]
paragraph: — Ὑψηλοτάτη, πολὺ λυπούμεθα ποῦ δὲν σᾶς εἴδομεν εἰς τὸν στρατῶνα μας.	[47, 247, 249, 285]
divider	[710, 1071, 888, 1072]
ad-heading: ΔΕΝ ΔΙΚΑΙΟΛΟΓΕΙΤΑΙ	[1174, 88, 1293, 100]
paragraph: — Εἶνε εἰς τὸ ἁμάξι ἀδιάθετος, ἀπαντᾷ ὁ Βασιλεύς.	[47, 166, 249, 192]
divider	[927, 1006, 1105, 1007]
page-folio: ΣΚΡΙΠ	[766, 30, 834, 46]
ad-diabetes	[1132, 1519, 1335, 1638]
column-2	[257, 152, 474, 2272]
paragraph: Ἀπέτυχον οἱ Πιού, Ἀρμάν, Μεζουρὲρ καὶ Κασσανιάκ. Οἱ ἐπαναληφθῇ ἡ ἐκλογὴ τῶν ὑπουργῶν Λεϋγκ καὶ Μιλλεράν.	[480, 370, 682, 420]
ad-signature: Κωνστ. Τσουκανέλη, 6 Ὁδὸς Φωκίωνος 6	[1179, 645, 1330, 670]
headline: Η ΣΥΓΚΟΛΛΗΣΙΣ ΤΟΥ ΕΡΜΟΥ	[483, 506, 680, 523]
headline: ΠΑΡΑΙΤΗΣΙΣ ΙΤΑΛΩΝ ΥΠΟΥΡΓΩΝ	[264, 157, 466, 174]
paragraph: Ὁ κ. Μερκούρης ἀποβιβασθεὶς εἰς Ἑρμιόνην ἐπεσκέφθη τὰς ἐπὶ τὴν πατρίδα ὑποδεχθέντας αὐτὸν ἐκ τῶν κατοίκων, λαὸς καὶ ἐπίσημοι. Ἀπὸ τὰς πρώτας πρωϊνὰς ὥρας καθ' ὁδὸν καὶ εἰς τὴν πόλιν ἐκδηλωθέντα ὁ λαὸς τῆς ἐπαρχίας ἐδέχθη τὸν ἐκλεκτόν του μετὰ πολλῆς ἐκδηλώσεως χαρᾶς.	[264, 948, 466, 1061]
paragraph: Μετὰ τὴν ἀναχώρησιν τῆς Βασιλ. Οἰκογενείας ἐπεσκέφθη τὸ Γ' Πυροβολικὸν Σύνταγμα ὁ πρίγκηψ τοῦ Α' βασιλόπαις Νικόλαος.	[47, 854, 249, 904]
paragraph: εἰδοποιεῖ ὅτι τὸ ἀτμόπλοιον αὐτῆς «Πολάρου» ἀναχωρεῖ ἑκάστην Δευτέραν 10ην π. μ. (διὰ Λουτράκιον τὸ Τρίτης) εἰς Ἰτέαν, Γαλαξείδιον, Βιτρινίτσαν, Πάτρας, Πύλαρον, Σάμην, Φισκάρδον, Ἰθάκην, Λευκάδα, Πρέβεζαν, Κραβασαρὰν, Κόρινθον καὶ Βόνιτσαν.	[47, 1765, 249, 1865]
telegram-note: (Τηλεγράφημα πρὸς «Σκρίπ»)	[937, 834, 1095, 847]
headline: ΑΛΛΟΣ ΦΟΝΟΣ	[732, 220, 866, 241]
ad-wanted	[1132, 1854, 1335, 1923]
paragraph: — Εὐχαριστῶ διὰ τὰ αἰσθήματά σας, ἀλλ' εἶμαι ὀλίγον ἀδιάθετη, ἀπήντησεν ἡ πριγκήπισσα καὶ ὁ πυροβολητὴς ἀνεχώρησε στρατιωτικῶς. Πρὶν ἀναχωρήσῃ ἡ Βασιλικὴ Οἰκογένεια ὁ λοχαγὸς Ν. Κούρτελης ἀπήγγειλε ποίημα πρὸς τὸν Βασιλέα, ἐπευφημηθὲν δὲ ὑπὸ πάντων.	[47, 287, 249, 399]
news-block	[257, 74, 691, 2194]
ad-subheading: ΜΙΚΡΟΒΙΟΛΟΓΙΚΟΝ ΕΡΓΑΣΤΗΡΙΟΝ	[1149, 744, 1318, 756]
ad-hemorrhoids	[1132, 1643, 1335, 1750]
ad-heading: ΕΝ ΤΡΙΠΟΛΕΙ	[1176, 691, 1291, 712]
paragraph: Τὴν 9ην π. μ. ἐγένετο ὑποδοχὴ εἰς τὴν οἰκίαν τοῦ Δημάρχου κ. Γκολέμα καὶ ἡ ἐπίσκεψις εἰς τὰ ἐκπαιδευτήρια καὶ τὰ ἄλλα ἱδρύματα τῆς πόλεως. Ἡ αὐτὴ ἐνθουσιώδης ὑποδοχὴ ἐπεφυλάχθη εἰς αὐτὸν καὶ εἰς τὸ Κρανίδιον.	[264, 1141, 466, 1228]
paragraph: ζητωκραυγών. Ἡ πριγκήπισσα ὅμως Σοφία δὲν εἰσῆλθεν εἰς τὸν στρατῶνα ἀδιαθετήσασα αἰφνιδίως, τοῦτο δὲ ἔκαμεν ἕνα στρατιώτην νὰ ἐρωτήσῃ τὸν Βασιλέα.	[47, 74, 249, 136]
subheadline: ΑΛΛΗΛΟΜΑΧΑΙΡΩΜΑ	[725, 244, 873, 261]
headline: ΚΕΝΤΡΙΚΟΝ ΤΡΑΧΥΔΡΟΜΕΙΟΝ	[931, 1011, 1101, 1024]
divider	[47, 1704, 249, 1706]
ad-text: παῖς μὲ καλὰς συστάσεις ἡλικίας 15—16 ἐτῶν διὰ τὴν ὑπηρεσίαν τοῦ γραφείου μας.	[1137, 1878, 1330, 1916]
paragraph: Μετὰ τὸ πέρας τῆς δεξιώσεως οἱ ἐκδρομεῖς μετέβησαν εἰς τὰ διάφορα μέρη τῆς πόλεως καὶ ἐπεσκέφθησαν τὰ ἀξιοθέατα.	[915, 489, 1117, 539]
headline: Η ΕΠΙΘΕΩΡΗΣΙΣ ΤΩΝ ΠΟΛΕΜΙΚΩΝ ΠΛΟΙΩΝ	[292, 639, 438, 672]
ad-heading: Ζητεῖται	[1212, 1862, 1255, 1875]
headline: ΑΙ ΕΜΠΟΡΙΚΑΙ ΣΧΟΛΑΙ	[302, 1515, 428, 1528]
ad-heading: ΕΝΔΙΑΦΕΡΟΥΣΑ ΕΙΔΟΠΟΙΗΣΙΣ	[1133, 318, 1334, 336]
ad-text: Δηλοποιεῖ ὅτι τὸ ἀτμόπλοιον αὐτῆς «Ἁγ. Ἰωάννης» ἀναχωρεῖ κατὰ Τετάρτην 10ην τρέχοντος διὰ Κυκλάδας καὶ ἐπανέρχεται τὴν Τετάρτην 8 μ. μ. διὰ Νάξον, Ἀμοργόν καὶ τὰς λοιπὰς νήσους. Ἀριθ. τηλεφώνου 121.	[1137, 1419, 1330, 1507]
paragraph: Ὅτε ἐφθάσαμεν ἔξωθι τοῦ καταστήματος τοῦ «Ἐμπορικοῦ Συλλόγου» ἡ μουσικὴ ἀνέκρουσε τὸν ἐθνικὸν ὕμνον εἶτα δὲ ὁ κ. Μεσσηνέζης, γραμματεὺς τοῦ Συλλόγου ἐξεφώνησε λόγον εὐχαριστῶν τοὺς ἐκδρομεῖς διὰ τὴν ἐπίσκεψιν.	[915, 101, 1117, 201]
paragraph: Ἐκείνην τὴν στιγμὴν διήρχετο ὁ στρατιώτης τοῦ μηχανικοῦ Ἀντώνιος Διάκος, ὁ ὁποῖος ἀκούσας τὰς φωνὰς ἔσπευσε πρὸς βοήθειαν. Ὁ μνηστὴρ ὅμως στραφεὶς ἐναντίον του τὸν ἐτραυμάτισεν ἐλαφρῶς. Ἐκ τοῦ θορύβου καὶ τῆς συρροῆς τοῦ κόσμου προσῆλθεν ὁ ἀστυφύλαξ Γρηγόριος Μπλιάκας, ὁ ὁποῖος ἐπεχείρησε νὰ συλλάβῃ τὸν φονέα.	[480, 925, 682, 1050]
paragraph: ΠΑΡΙΣΙΟΙ 15 Ἀπριλίου (Ἐθνικὸν Πρακτορεῖον). Αἱ βουλευτικαὶ ἐκλογαὶ διεξήχθησαν ἡσύχως, μηδενὸς σοβαροῦ ἐπεισοδίου σημειωθέντος. Τὰ μέχρι τῆς ἑσπέρας γνωσθέντα ἀποτελέσματα εἶνε τὰ ἑξῆς: Ἐξελέγησαν 27 συντηρητικοί, 23 ἀντικυβερνητικοί, 38 δημοκρατικοί, 29 ριζοσπάσται, 13 ἐθνικόφρονες, 18 ριζοσπάσται σοσιαλισταὶ καὶ 11 σοσιαλισταί.	[480, 193, 682, 367]
subheadline: ΕΙΣ ΑΙΓΙΟΝ ΚΑΙ ΜΕΓΑ ΣΠΗΛΑΙΟΝ	[720, 965, 878, 977]
ad-subheading: 33—Ὁδὸς Πανεπιστημίου—33	[1161, 1174, 1305, 1186]
ad-text: Οἱ ἐπιθυμοῦντες νὰ ταξειδεύσουν ἐκ Πειραιῶς εἰς Νέαν Ὑόρκην εἰς μόνον ἡμέρας 12 διὰ τῶν μόνων ταχυδρομικῶν ὑπερωκεανείων Ἀμερικανικῆς Ἑταιρείας «Ἀμερικαν Λάϊν» American Line σύναντεν διευθύνωνται εἰς τὸν μόνον ἐν Ἑλλάδι γενικὸν ἀντιπρόσωπον κ. Π. Τσίπκην ἐν Πειραιεῖ παρὰ τῇ Πλατείᾳ Καραϊσκάκη.	[1137, 366, 1330, 490]
ad-microbiology-lab	[1132, 683, 1335, 815]
paragraph: Τότε ἕνας ἄλλος στρατιώτης τρέχει ἔξω καὶ ἱστάμενος εἰς προσοχὴν πρὸ τῆς ἁμάξης τῆς ὁποίας ἐπέβαινεν ἡ Α. Ὑψηλότης εἶπεν:	[47, 194, 249, 244]
section-heading: ΕΙΣ ΤΑ ΑΛΛΑ ΣΩΜΑΤΑ	[47, 1543, 249, 1558]
ad-subheading: ΔΙΑ ΤΟΥΣ ΕΙΣ ΑΜΕΡΙΚΗΝ ΤΑΞΕΙΔΕΥΟΝΤΑΣ	[1173, 340, 1294, 363]
